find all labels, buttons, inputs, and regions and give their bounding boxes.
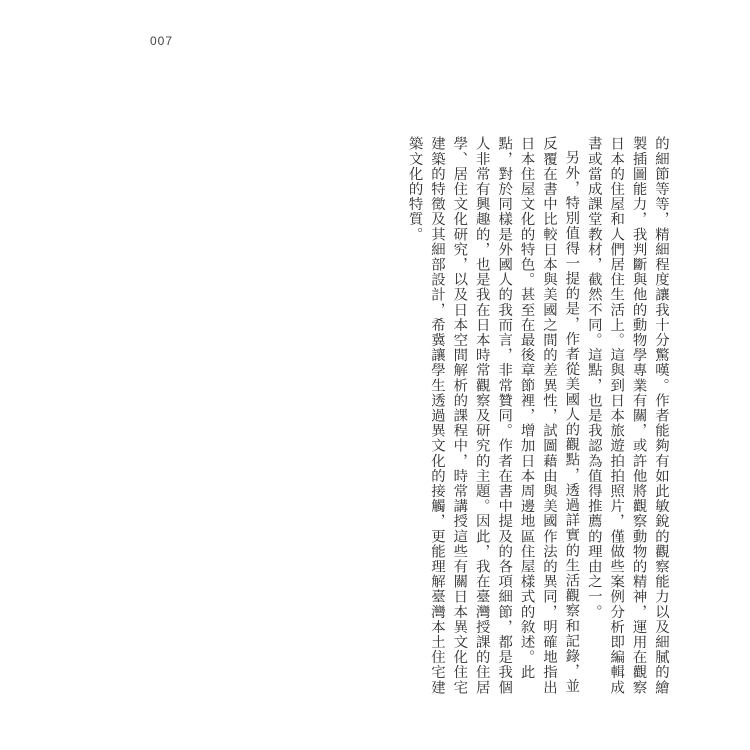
paragraph-2: 另外，特別值得一提的是，作者從美國人的觀點，透過詳實的生活觀察和記錄，並反覆在書中比較日本與美國之間的差異性，試圖藉由與美國作法的異同，明確地指出日本住屋文化的特色。甚至在最後章節裡，增加日本周邊地區住屋樣式的敘述。此點，對於同樣是外國人的我而言，非常贊同。作者在書中提及的各項細節，都是我個人非常有興趣的，也是我在日本時常觀察及研究的主題。因此，我在臺灣授課的住居學、居住文化研究，以及日本空間解析的課程中，時常講授這些有關日本異文化住宅建築的特徵及其細部設計，希冀讓學生透過異文化的接觸，更能理解臺灣本土住宅建築文化的特質。: [406, 136, 580, 695]
body-text: [310, 136, 672, 696]
page-number: 007: [150, 34, 174, 48]
paragraph-1: 的細節等等，精細程度讓我十分驚嘆。作者能夠有如此敏銳的觀察能力以及細膩的繪製插圖能力，我判斷與他的動物學專業有關，或許他將觀察動物的精神，運用在觀察日本的住屋和人們居住生活上。這與到日本旅遊拍拍照片，僅做些案例分析即編輯成書或當成課堂教材，截然不同。這點，也是我認為值得推薦的理由之一。: [585, 136, 669, 695]
